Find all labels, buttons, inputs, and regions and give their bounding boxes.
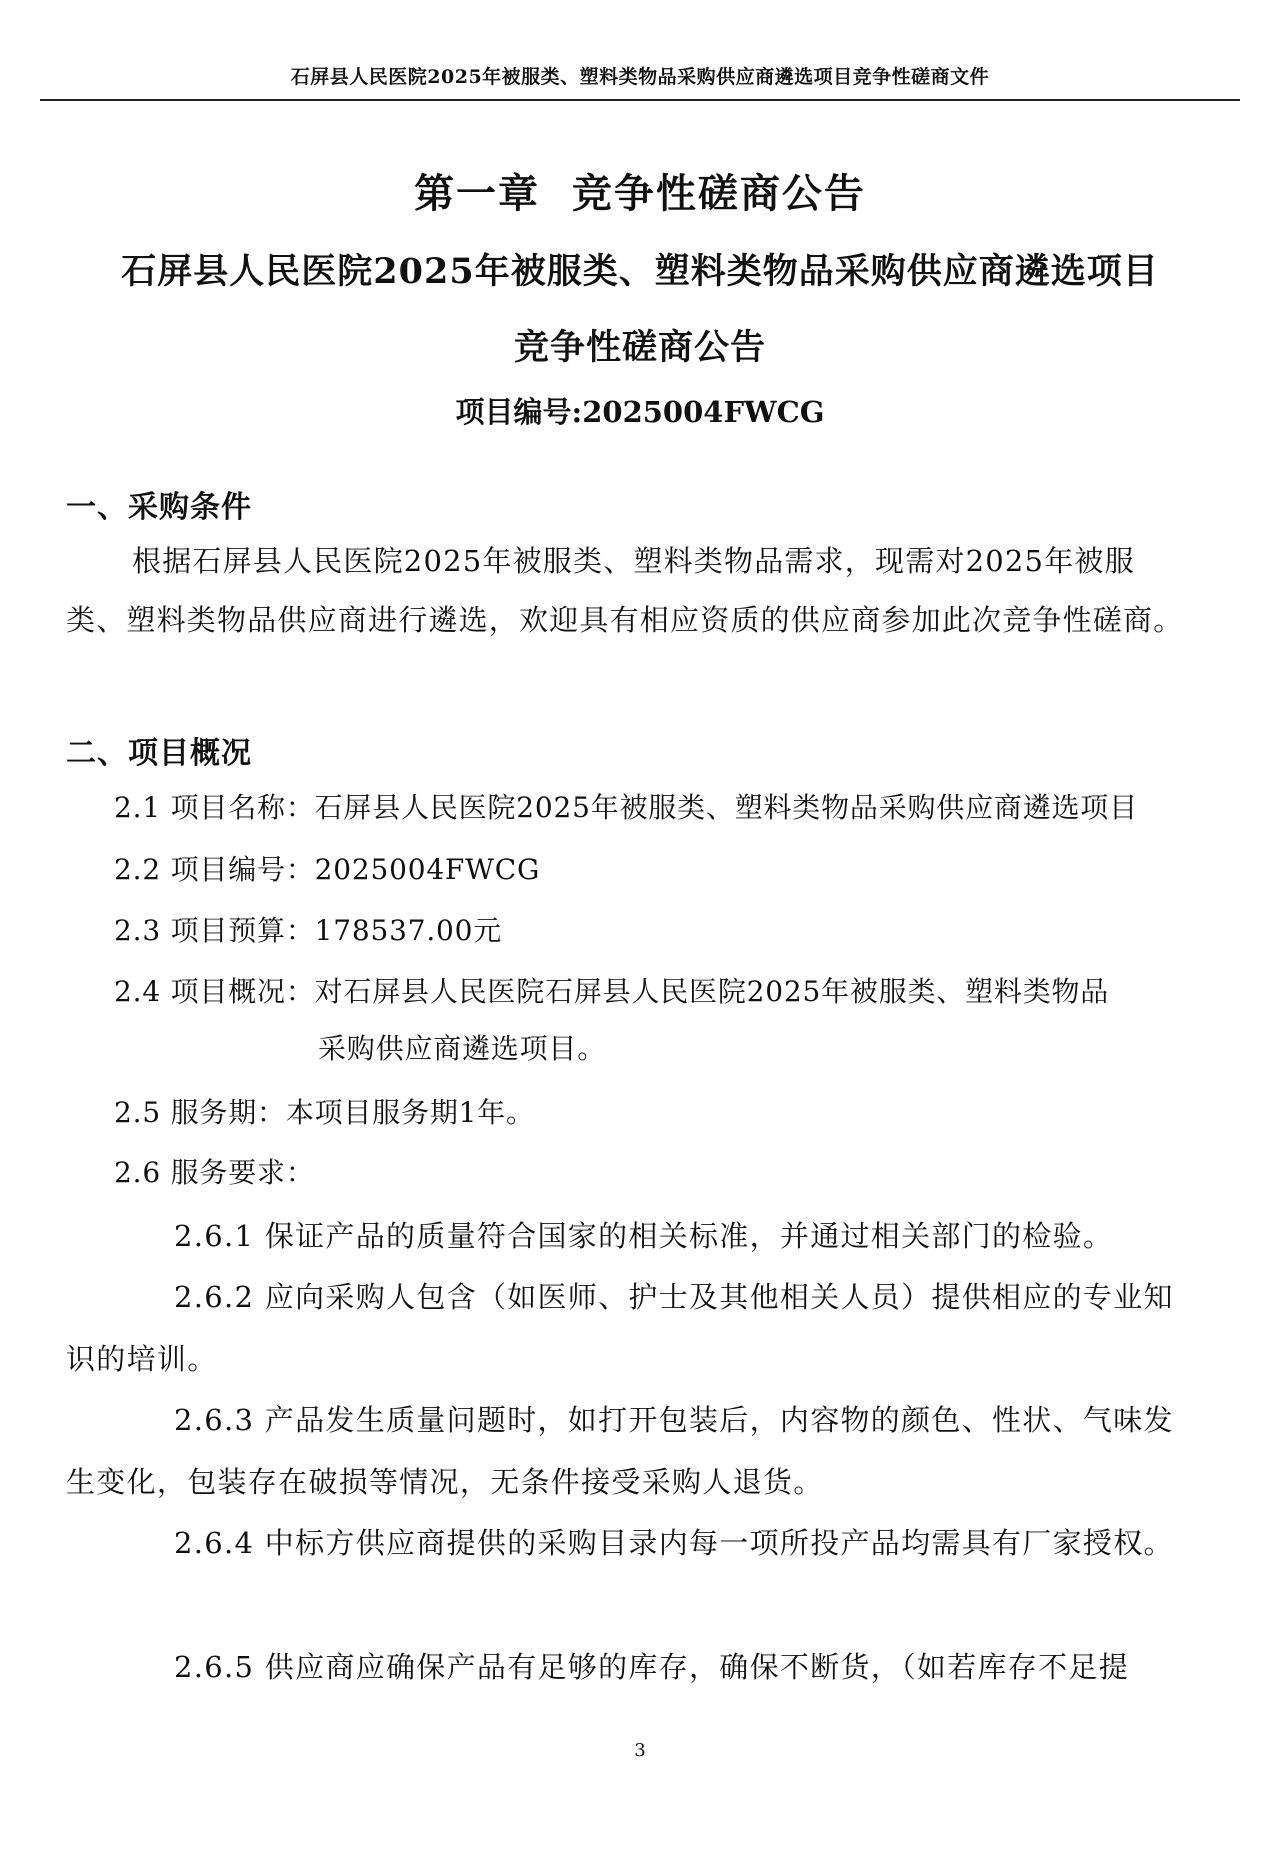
section-heading-procurement-conditions: 一、采购条件 bbox=[66, 490, 252, 525]
section-heading-project-overview: 二、项目概况 bbox=[66, 736, 252, 771]
requirement-2-6-1: 2.6.1 保证产品的质量符合国家的相关标准，并通过相关部门的检验。 bbox=[174, 1219, 1114, 1253]
requirement-2-6-2: 2.6.2 应向采购人包含（如医师、护士及其他相关人员）提供相应的专业知识的培训。 bbox=[66, 1280, 1174, 1376]
project-subtitle: 竞争性磋商公告 bbox=[513, 327, 766, 368]
requirement-2-6-5: 2.6.5 供应商应确保产品有足够的库存，确保不断货，（如若库存不足提 bbox=[174, 1650, 1130, 1684]
overview-item-service-period: 2.5 服务期：本项目服务期1年。 bbox=[114, 1096, 535, 1129]
requirement-2-6-3: 2.6.3 产品发生质量问题时，如打开包装后，内容物的颜色、性状、气味发生变化，包装存在破损等情况，无条件接受采购人退货。 bbox=[66, 1403, 1174, 1499]
running-header: 石屏县人民医院2025年被服类、塑料类物品采购供应商遴选项目竞争性磋商文件 bbox=[290, 66, 990, 88]
overview-item-number: 2.2 项目编号：2025004FWCG bbox=[114, 853, 541, 886]
procurement-conditions-paragraph: 根据石屏县人民医院2025年被服类、塑料类物品需求，现需对2025年被服类、塑料类物品供应商进行遴选，欢迎具有相应资质的供应商参加此次竞争性磋商。 bbox=[66, 544, 1184, 637]
overview-item-service-requirements: 2.6 服务要求： bbox=[114, 1156, 315, 1189]
project-number: 项目编号:2025004FWCG bbox=[455, 395, 825, 429]
overview-item-summary-continuation: 采购供应商遴选项目。 bbox=[318, 1032, 607, 1065]
page-number: 3 bbox=[634, 1740, 646, 1761]
project-title: 石屏县人民医院2025年被服类、塑料类物品采购供应商遴选项目 bbox=[121, 251, 1159, 292]
overview-item-summary: 2.4 项目概况：对石屏县人民医院石屏县人民医院2025年被服类、塑料类物品 bbox=[114, 975, 1110, 1008]
requirement-2-6-4: 2.6.4 中标方供应商提供的采购目录内每一项所投产品均需具有厂家授权。 bbox=[174, 1526, 1174, 1560]
overview-item-budget: 2.3 项目预算：178537.00元 bbox=[114, 914, 503, 947]
overview-item-name: 2.1 项目名称：石屏县人民医院2025年被服类、塑料类物品采购供应商遴选项目 bbox=[114, 791, 1138, 824]
chapter-title: 第一章 竞争性磋商公告 bbox=[414, 170, 866, 217]
header-rule bbox=[40, 99, 1240, 101]
